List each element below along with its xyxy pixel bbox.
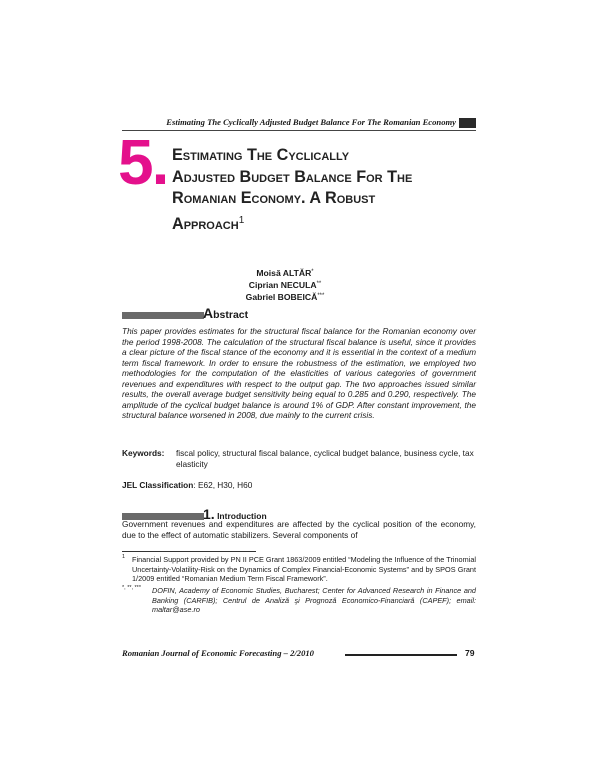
title-line: Adjusted Budget Balance For The xyxy=(172,167,413,186)
chapter-number: 5. xyxy=(118,126,168,198)
footer-rule xyxy=(345,654,457,656)
author xyxy=(210,291,360,303)
author-name: Ciprian NECULA xyxy=(248,280,317,290)
introduction-text: Government revenues and expenditures are affected by the cyclical position of the economy, due to the effect of automatic stabilizers. Several components of xyxy=(122,519,476,540)
abstract-heading xyxy=(203,305,248,321)
jel-label: JEL Classification xyxy=(122,480,194,490)
abstract-heading-bar xyxy=(122,312,204,319)
footnote-text: DOFIN, Academy of Economic Studies, Bucharest; Center for Advanced Research in Finance and Banking (CARFIB); Centrul de Analiză şi Prognoză Economico-Financiară (CAPEF); email: maltar@ase.ro xyxy=(152,586,476,615)
title-line: Estimating The Cyclically xyxy=(172,146,350,164)
author xyxy=(210,279,360,291)
footnote-rule xyxy=(122,551,256,552)
section-number: 1. xyxy=(203,506,215,522)
jel-classification xyxy=(122,480,252,490)
abstract-text: This paper provides estimates for the structural fiscal balance for the Romanian economy over the period 1998-2008. The calculation of the structural fiscal balance is useful, since it provides a clear picture of the fiscal stance of the economy and it is essential in the context of a medium term fiscal framework. In order to ensure the robustness of the estimation, we employed two methodologies for the computation of the elasticities of various categories of government revenues and expenditures with respect to the output gap. The two approaches issued similar results, the overall average budget sensitivity being equal to 0.285 and 0.290, respectively. The amplitude of the cyclical budget balance is around 1% of GDP. After constant improvement, the structural balance worsened in 2008, due mainly to the current crisis. xyxy=(122,326,476,420)
footnote-text: Financial Support provided by PN II PCE Grant 1863/2009 entitled “Modeling the Influence of the Trinomial Uncertainty-Volatility-Risk on the Dynamics of Complex Financial-Economic Systems” and by SPOS Grant 1/2009 entitled “Romanian Medium Term Fiscal Framework”. xyxy=(132,555,476,584)
jel-codes: : E62, H30, H60 xyxy=(193,480,253,490)
header-rule xyxy=(122,130,476,131)
author-list xyxy=(210,267,360,303)
title-line-text: Approach xyxy=(172,214,239,233)
keywords-label: Keywords: xyxy=(122,448,165,458)
keywords-text: fiscal policy, structural fiscal balance, cyclical budget balance, business cycle, tax elasticity xyxy=(176,448,474,469)
abstract-heading-rest: bstract xyxy=(213,309,249,321)
author-mark: * xyxy=(311,269,314,275)
running-header: Estimating The Cyclically Adjusted Budget Balance For The Romanian Economy xyxy=(166,117,456,127)
title-line: Romanian Economy. A Robust xyxy=(172,189,376,207)
paper-title xyxy=(172,145,492,235)
footnote xyxy=(122,555,476,584)
author xyxy=(210,267,360,279)
section-title: Introduction xyxy=(217,511,267,521)
footnote xyxy=(122,586,476,615)
author-mark: *** xyxy=(317,293,325,299)
footnote-mark: 1 xyxy=(122,554,126,560)
header-block-decoration xyxy=(459,118,476,128)
title-footnote-mark: 1 xyxy=(238,214,245,226)
author-name: Gabriel BOBEICĂ xyxy=(245,292,318,302)
abstract-heading-initial: A xyxy=(203,305,214,321)
footnote-mark: *, **, *** xyxy=(122,585,141,591)
author-mark: ** xyxy=(316,281,322,287)
journal-footer: Romanian Journal of Economic Forecasting – 2/2010 xyxy=(122,648,314,658)
title-line xyxy=(172,210,492,236)
author-name: Moisă ALTĂR xyxy=(256,268,312,278)
page-number: 79 xyxy=(465,648,475,658)
